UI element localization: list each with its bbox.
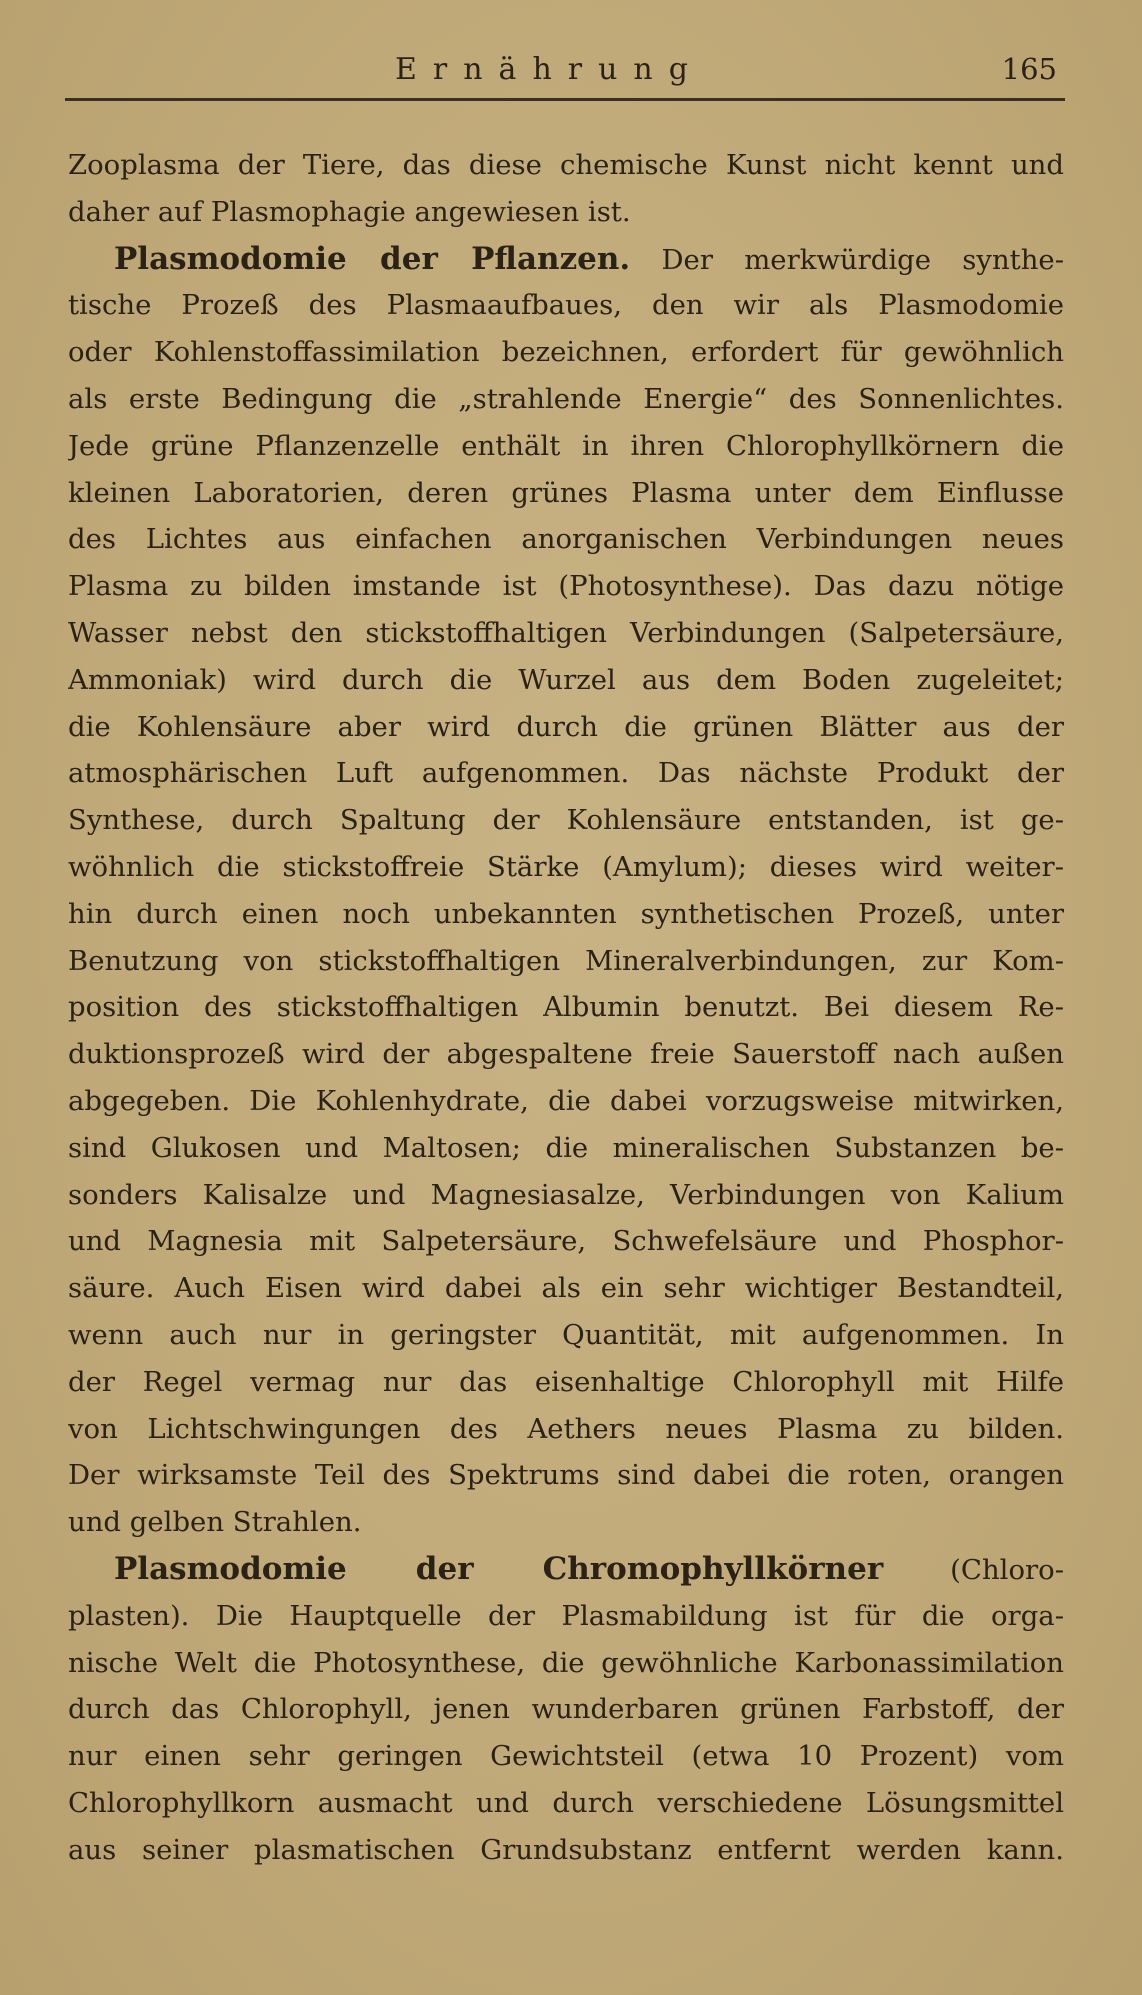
text-line: sonders Kalisalze und Magnesiasalze, Verbindungen von Kalium: [68, 1178, 1064, 1211]
text-line: von Lichtschwingungen des Aethers neues Plasma zu bilden.: [68, 1412, 1064, 1445]
body-text: [68, 142, 1064, 1873]
text-line: und gelben Strahlen.: [68, 1506, 362, 1539]
text-line: oder Kohlenstoffassimilation bezeichnen, erfordert für gewöhnlich: [68, 336, 1064, 369]
text-line: Der wirksamste Teil des Spektrums sind dabei die roten, orangen: [68, 1459, 1064, 1492]
section-heading: Plasmodomie der Pflanzen.: [114, 240, 631, 277]
section-heading: Plasmodomie der Chromophyllkörner: [114, 1550, 884, 1587]
text-line: und Magnesia mit Salpetersäure, Schwefelsäure und Phosphor-: [68, 1225, 1064, 1258]
text-line: wenn auch nur in geringster Quantität, mit aufgenommen. In: [68, 1318, 1064, 1351]
text-line: Jede grüne Pflanzenzelle enthält in ihren Chlorophyllkörnern die: [68, 429, 1064, 462]
text-line: Wasser nebst den stickstoffhaltigen Verbindungen (Salpetersäure,: [68, 616, 1064, 649]
text-line: der Regel vermag nur das eisenhaltige Chlorophyll mit Hilfe: [68, 1365, 1064, 1398]
page-number: 165: [1001, 52, 1057, 86]
text-line: tische Prozeß des Plasmaaufbaues, den wir als Plasmodomie: [68, 289, 1064, 322]
text-line: daher auf Plasmophagie angewiesen ist.: [68, 195, 631, 228]
text-line: atmosphärischen Luft aufgenommen. Das nächste Produkt der: [68, 757, 1064, 790]
text-line: des Lichtes aus einfachen anorganischen Verbindungen neues: [68, 523, 1064, 556]
text-line: plasten). Die Hauptquelle der Plasmabildung ist für die orga-: [68, 1599, 1064, 1632]
text-line: Chlorophyllkorn ausmacht und durch verschiedene Lösungsmittel: [68, 1786, 1064, 1819]
running-title: Ernährung: [395, 52, 704, 87]
text-line: Ammoniak) wird durch die Wurzel aus dem Boden zugeleitet;: [68, 663, 1064, 696]
text-line: aus seiner plasmatischen Grundsubstanz entfernt werden kann.: [68, 1833, 1064, 1866]
page-header: [65, 52, 1065, 101]
text-line: hin durch einen noch unbekannten synthetischen Prozeß, unter: [68, 897, 1064, 930]
text-fragment: (Chloro-: [950, 1553, 1064, 1586]
text-line: Plasma zu bilden imstande ist (Photosynthese). Das dazu nötige: [68, 570, 1064, 603]
text-line: nur einen sehr geringen Gewichtsteil (etwa 10 Prozent) vom: [68, 1740, 1064, 1773]
text-line: kleinen Laboratorien, deren grünes Plasma unter dem Einflusse: [68, 476, 1064, 509]
text-line: durch das Chlorophyll, jenen wunderbaren grünen Farbstoff, der: [68, 1693, 1064, 1726]
text-line: Zooplasma der Tiere, das diese chemische Kunst nicht kennt und: [68, 149, 1064, 181]
text-line: abgegeben. Die Kohlenhydrate, die dabei vorzugsweise mitwirken,: [68, 1084, 1064, 1117]
text-fragment: Der merkwürdige synthe-: [661, 243, 1064, 276]
text-line: nische Welt die Photosynthese, die gewöhnliche Karbonassimilation: [68, 1646, 1064, 1679]
text-line: die Kohlensäure aber wird durch die grünen Blätter aus der: [68, 710, 1064, 743]
text-line: [68, 236, 1064, 283]
text-line: duktionsprozeß wird der abgespaltene freie Sauerstoff nach außen: [68, 1038, 1064, 1071]
text-line: Synthese, durch Spaltung der Kohlensäure entstanden, ist ge-: [68, 804, 1064, 837]
text-line: Benutzung von stickstoffhaltigen Mineralverbindungen, zur Kom-: [68, 944, 1064, 977]
text-line: sind Glukosen und Maltosen; die mineralischen Substanzen be-: [68, 1131, 1064, 1164]
text-line: als erste Bedingung die „strahlende Energie“ des Sonnenlichtes.: [68, 382, 1064, 415]
text-line: säure. Auch Eisen wird dabei als ein sehr wichtiger Bestandteil,: [68, 1272, 1064, 1305]
text-line: wöhnlich die stickstoffreie Stärke (Amylum); dieses wird weiter-: [68, 850, 1064, 883]
text-line: position des stickstoffhaltigen Albumin benutzt. Bei diesem Re-: [68, 991, 1064, 1024]
text-line: [68, 1546, 1064, 1593]
